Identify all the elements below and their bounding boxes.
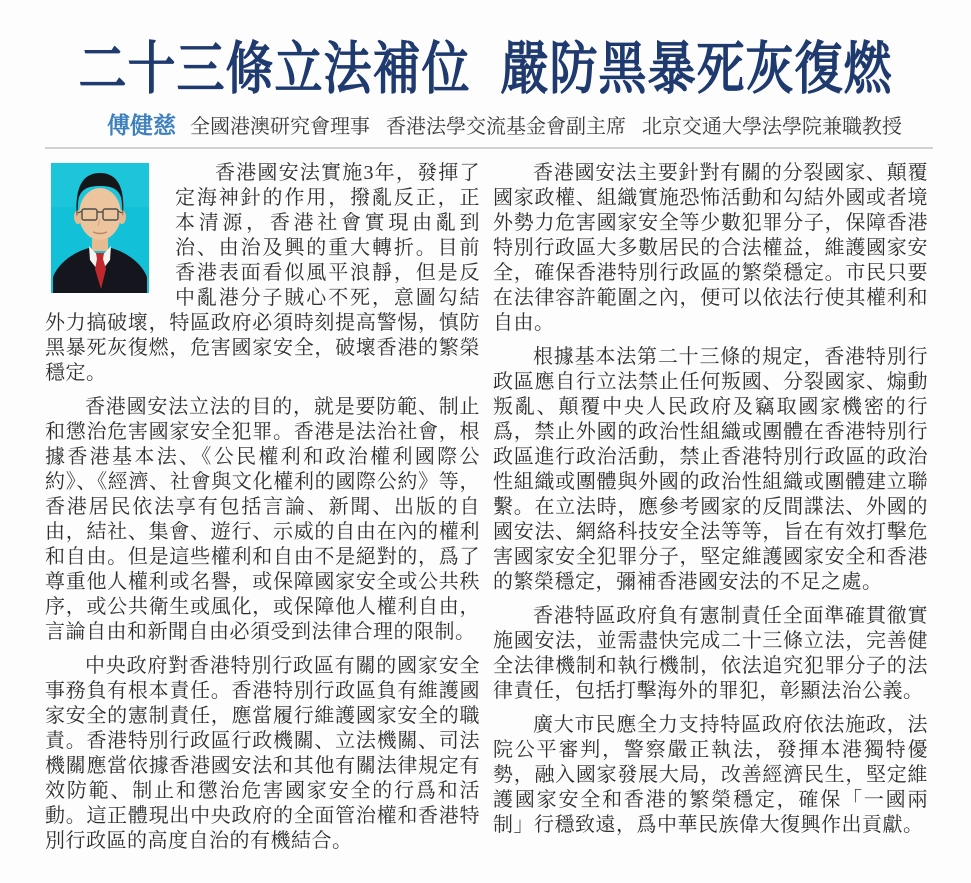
article-paragraph: 香港國安法主要針對有關的分裂國家、顛覆國家政權、組織實施恐怖活動和勾結外國或者境外勢力危害國家安全等少數犯罪分子，保障香港特別行政區大多數居民的合法權益，維護國家安全，確保香港特別行政區的繁榮穩定。市民只要在法律容許範圍之內，便可以依法行使其權利和自由。 — [493, 162, 928, 334]
article-paragraph: 香港國安法立法的目的，就是要防範、制止和懲治危害國家安全犯罪。香港是法治社會，根據香港基本法、《公民權利和政治權利國際公約》、《經濟、社會與文化權利的國際公約》等，香港居民依法享有包括言論、新聞、出版的自由，結社、集會、遊行、示威的自由在內的權利和自由。但是這些權利和自由不是絕對的，爲了尊重他人權利或名譽，或保障國家安全或公共秩序，或公共衛生或風化，或保障他人權利自由，言論自由和新聞自由必須受到法律合理的限制。 — [45, 396, 480, 643]
byline — [0, 112, 971, 142]
headline-part-2: 嚴防黑暴死灰復燃 — [500, 38, 893, 101]
author-title-3: 北京交通大學法學院兼職教授 — [642, 116, 902, 138]
article-column-left — [45, 161, 480, 863]
article-paragraph: 香港特區政府負有憲制責任全面準確貫徹實施國安法，並需盡快完成二十三條立法，完善健全法律機制和執行機制，依法追究犯罪分子的法律責任，包括打擊海外的罪犯，彰顯法治公義。 — [493, 605, 928, 702]
headline-part-1: 二十三條立法補位 — [78, 38, 471, 101]
author-title-2: 香港法學交流基金會副主席 — [386, 116, 626, 138]
page-title — [0, 38, 971, 101]
article-paragraph: 中央政府對香港特別行政區有關的國家安全事務負有根本責任。香港特別行政區負有維護國家安全的憲制責任，應當履行維護國家安全的職責。香港特別行政區行政機關、立法機關、司法機關應當依據香港國安法和其他有關法律規定有效防範、制止和懲治危害國家安全的行爲和活動。這正體現出中央政府的全面管治權和香港特別行政區的高度自治的有機結合。 — [45, 655, 480, 852]
author-photo — [51, 163, 149, 293]
article-paragraph: 香港國安法實施3年，發揮了定海神針的作用，撥亂反正，正本清源，香港社會實現由亂到治、由治及興的重大轉折。目前香港表面看似風平浪靜，但是反中亂港分子賊心不死，意圖勾結外力搞破壞，特區政府必須時刻提高警惕，慎防黑暴死灰復燃，危害國家安全，破壞香港的繁榮穩定。 — [45, 162, 480, 384]
author-name: 傅健慈 — [107, 112, 176, 138]
author-title-1: 全國港澳研究會理事 — [190, 116, 370, 138]
article-paragraph: 廣大市民應全力支持特區政府依法施政，法院公平審判，警察嚴正執法，發揮本港獨特優勢，融入國家發展大局，改善經濟民生，堅定維護國家安全和香港的繁榮穩定，確保「一國兩制」行穩致遠，爲中華民族偉大復興作出貢獻。 — [493, 714, 928, 836]
article-paragraph: 根據基本法第二十三條的規定，香港特別行政區應自行立法禁止任何叛國、分裂國家、煽動叛亂、顛覆中央人民政府及竊取國家機密的行爲，禁止外國的政治性組織或團體在香港特別行政區進行政治活動，禁止香港特別行政區的政治性組織或團體與外國的政治性組織或團體建立聯繫。在立法時，應參考國家的反間諜法、外國的國安法、網絡科技安全法等等，旨在有效打擊危害國家安全犯罪分子，堅定維護國家安全和香港的繁榮穩定，彌補香港國安法的不足之處。 — [493, 346, 928, 593]
article-body — [0, 149, 971, 863]
article-column-right — [493, 161, 928, 863]
